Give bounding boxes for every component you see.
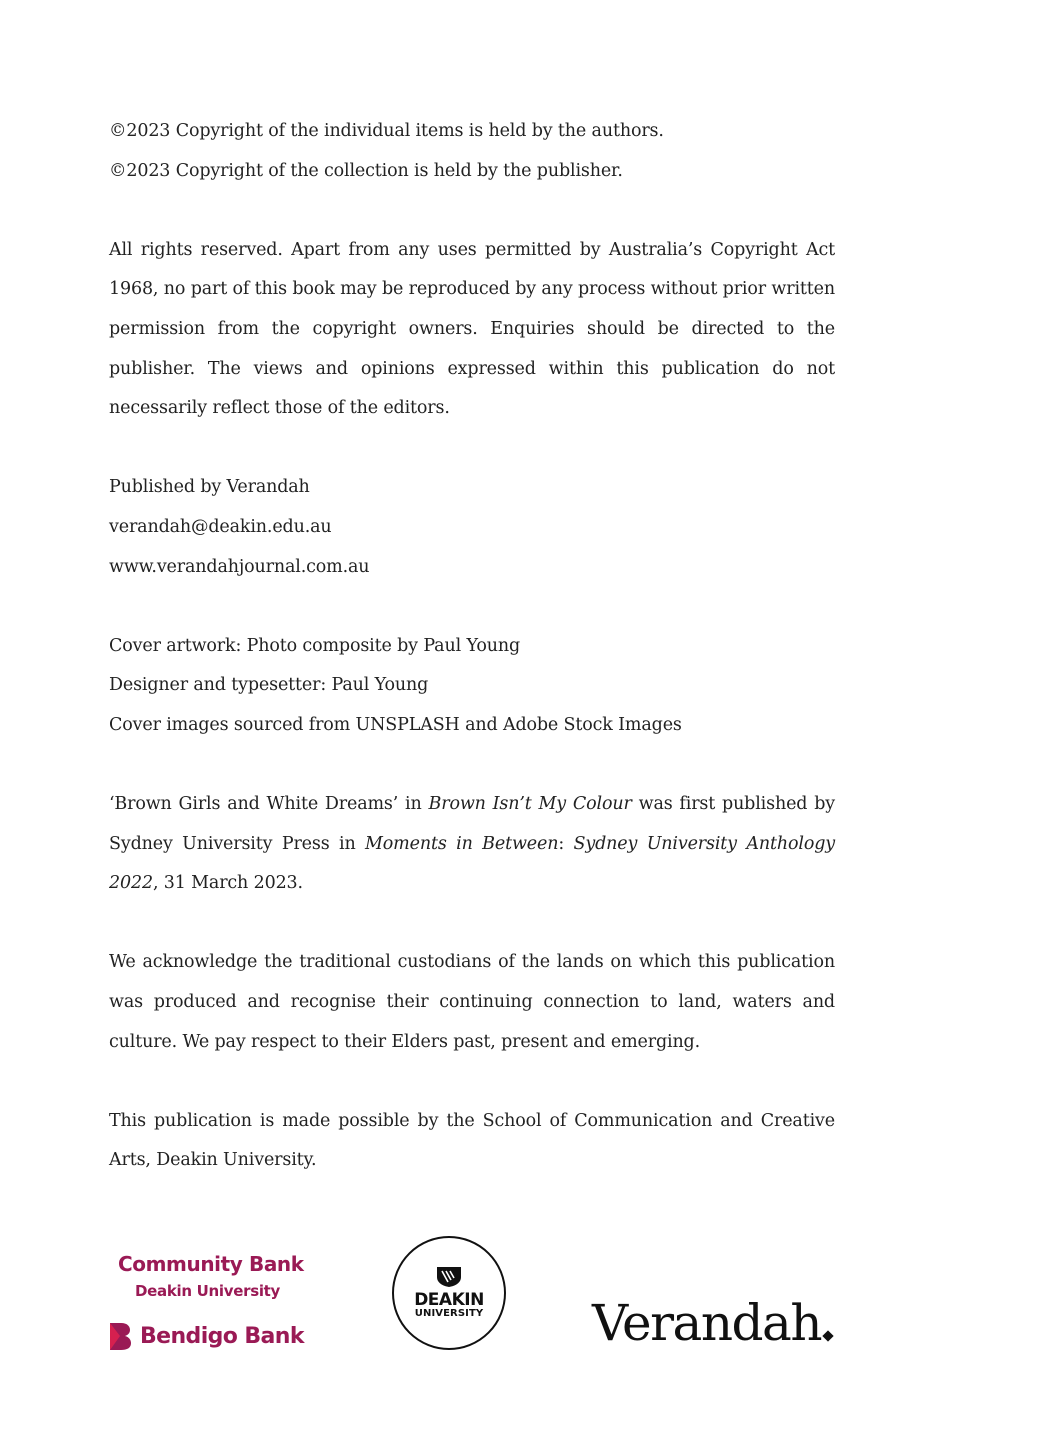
publisher-website: www.verandahjournal.com.au <box>109 556 370 577</box>
first-published-part3: : <box>558 833 574 854</box>
work-title-anthology: Sydney University Anthology 2022 <box>109 833 835 894</box>
copyright-block <box>109 112 835 191</box>
first-published-part4: , 31 March 2023. <box>152 873 303 894</box>
bendigo-bank-logo <box>108 1318 304 1354</box>
published-by: Published by Verandah <box>109 477 310 498</box>
verandah-logo <box>592 1290 832 1356</box>
deakin-shield-icon <box>436 1266 462 1288</box>
rights-block <box>109 231 835 429</box>
publisher-email: verandah@deakin.edu.au <box>109 516 332 537</box>
first-published-part1: ‘Brown Girls and White Dreams’ in <box>109 794 429 815</box>
acknowledgement-block <box>109 943 835 1062</box>
community-bank-logo <box>108 1249 308 1303</box>
deakin-university-logo <box>392 1236 506 1350</box>
copyright-publisher: ©2023 Copyright of the collection is held by the publisher. <box>109 160 623 181</box>
work-title-brown-isnt-my-colour: Brown Isn’t My Colour <box>428 794 632 815</box>
support-block <box>109 1102 835 1181</box>
verandah-dot-icon <box>822 1330 833 1341</box>
copyright-authors: ©2023 Copyright of the individual items is held by the authors. <box>109 121 664 141</box>
bendigo-b-icon <box>108 1321 132 1351</box>
first-published-part2: was first published by Sydney University Press in <box>109 794 836 854</box>
verandah-wordmark: Verandah <box>592 1294 822 1352</box>
publisher-block <box>109 468 835 587</box>
work-title-moments-in-between: Moments in Between <box>365 833 559 854</box>
cover-images-credit: Cover images sourced from UNSPLASH and Adobe Stock Images <box>109 714 682 735</box>
imprint-page <box>109 112 835 1221</box>
community-bank-title: Community Bank <box>118 1252 304 1276</box>
community-bank-subtitle: Deakin University <box>135 1282 281 1300</box>
acknowledgement-text: We acknowledge the traditional custodians of the lands on which this publication was produced and recognise their continuing connection to land, waters and culture. We pay respect to their Elders past, present and emerging. <box>109 952 835 1052</box>
cover-artwork-credit: Cover artwork: Photo composite by Paul Young <box>109 635 520 656</box>
bendigo-bank-label: Bendigo Bank <box>140 1323 304 1349</box>
first-published-block <box>109 785 835 904</box>
credits-block <box>109 627 835 746</box>
first-published-text <box>109 785 835 904</box>
support-text: This publication is made possible by the School of Communication and Creative Arts, Deakin University. <box>109 1110 835 1171</box>
rights-text: All rights reserved. Apart from any uses permitted by Australia’s Copyright Act 1968, no part of this book may be reproduced by any process without prior written permission from the copyright owners. Enquiries should be directed to the publisher. The views and opinions expressed within this publication do not necessarily reflect those of the editors. <box>109 239 835 419</box>
deakin-name: DEAKIN <box>414 1290 484 1310</box>
deakin-subtitle: UNIVERSITY <box>414 1308 484 1319</box>
designer-credit: Designer and typesetter: Paul Young <box>109 675 429 696</box>
